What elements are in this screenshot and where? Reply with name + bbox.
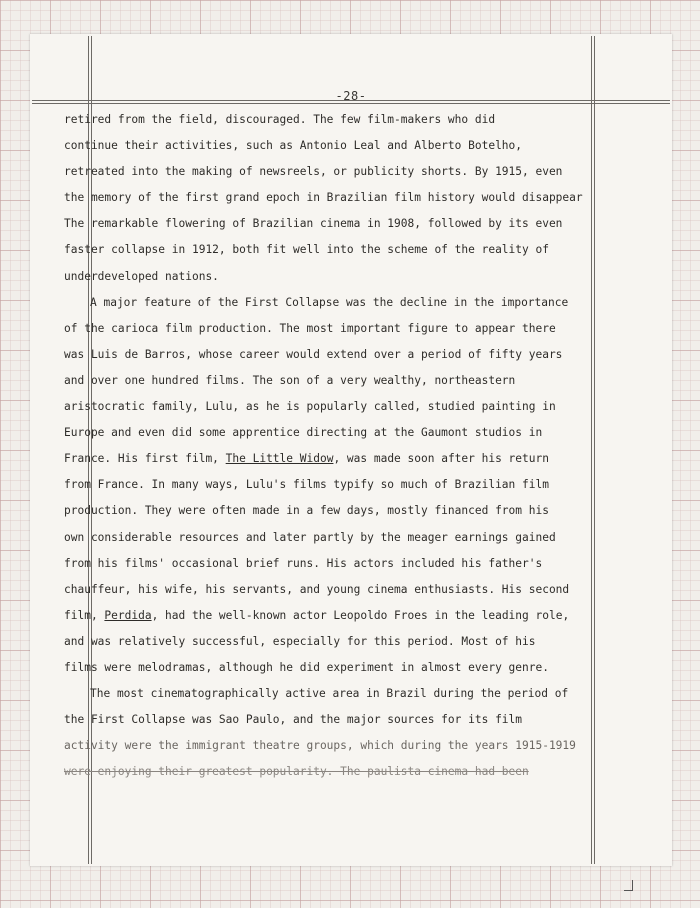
text-line: retreated into the making of newsreels, or publicity shorts. By 1915, even [64, 165, 563, 179]
text-line: were enjoying their greatest popularity. The paulista cinema had been [64, 765, 529, 779]
text-line: of the carioca film production. The most important figure to appear there [64, 321, 556, 335]
text-line: and over one hundred films. The son of a very wealthy, northeastern [64, 373, 516, 387]
text-line: and was relatively successful, especially for this period. Most of his [64, 634, 536, 648]
corner-mark [624, 880, 633, 891]
text-line: was Luis de Barros, whose career would extend over a period of fifty years [64, 347, 563, 361]
text-line: A major feature of the First Collapse was the decline in the importance [90, 295, 569, 309]
text-line: The most cinematographically active area in Brazil during the period of [90, 687, 569, 701]
text-segment: , had the well-known actor Leopoldo Froes in the leading role, [151, 608, 570, 622]
text-line: own considerable resources and later partly by the meager earnings gained [64, 530, 556, 544]
text-segment: , was made soon after his return [333, 452, 549, 466]
text-line: The remarkable flowering of Brazilian cinema in 1908, followed by its even [64, 217, 563, 231]
text-line: the First Collapse was Sao Paulo, and the major sources for its film [64, 713, 523, 727]
text-segment: France. His first film, [64, 452, 226, 466]
header-rule-lower [32, 103, 670, 104]
text-segment: film, [64, 608, 105, 622]
film-title: The Little Widow [225, 452, 334, 466]
film-title: Perdida [104, 608, 152, 622]
text-line: aristocratic family, Lulu, as he is popularly called, studied painting in [64, 400, 556, 414]
document-body [64, 107, 604, 785]
text-line: faster collapse in 1912, both fit well into the scheme of the reality of [64, 243, 549, 257]
text-line [64, 603, 604, 629]
text-line: retired from the field, discouraged. The few film-makers who did [64, 113, 496, 126]
text-line: films were melodramas, although he did experiment in almost every genre. [64, 660, 549, 674]
text-line: production. They were often made in a few days, mostly financed from his [64, 504, 549, 518]
text-line: Europe and even did some apprentice directing at the Gaumont studios in [64, 426, 543, 440]
text-line [64, 446, 604, 472]
paragraph-1 [64, 107, 604, 290]
paragraph-2 [64, 290, 604, 681]
text-line: from his films' occasional brief runs. His actors included his father's [64, 556, 543, 570]
text-line: the memory of the first grand epoch in Brazilian film history would disappear [64, 191, 583, 205]
text-line: underdeveloped nations. [64, 269, 219, 283]
page-number: -28- [335, 89, 367, 103]
paragraph-3 [64, 681, 604, 785]
text-line: activity were the immigrant theatre groups, which during the years 1915-1919 [64, 739, 576, 753]
text-line: continue their activities, such as Antonio Leal and Alberto Botelho, [64, 139, 523, 153]
text-line: from France. In many ways, Lulu's films typify so much of Brazilian film [64, 478, 549, 492]
text-line: chauffeur, his wife, his servants, and young cinema enthusiasts. His second [64, 582, 570, 596]
